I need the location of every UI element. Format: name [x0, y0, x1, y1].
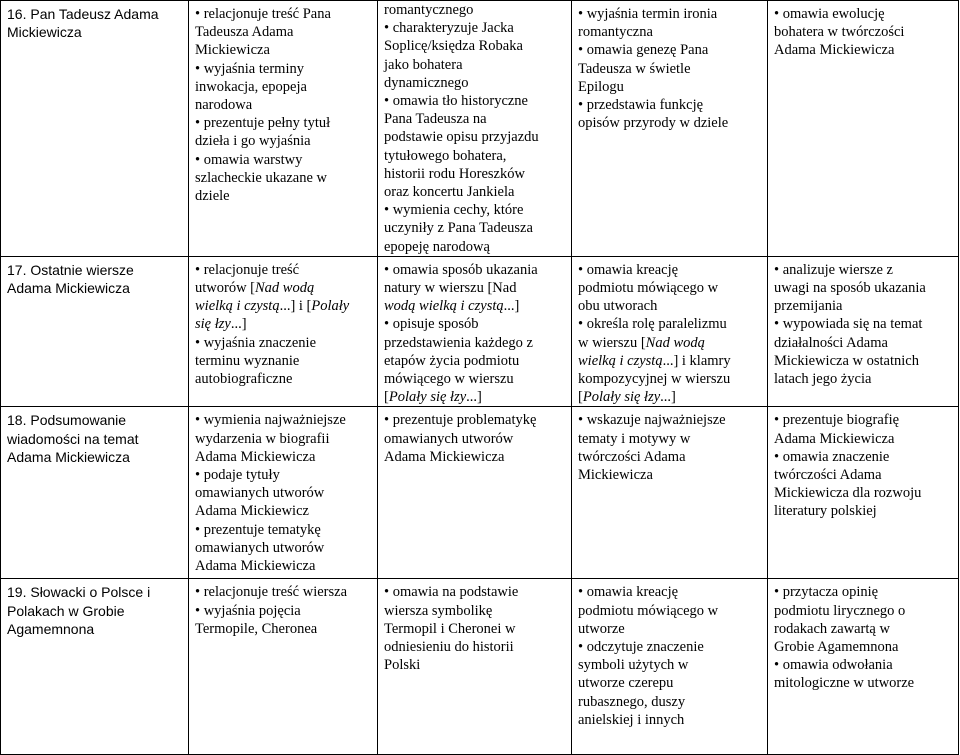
cell-line	[384, 602, 568, 620]
cell-line	[774, 5, 955, 23]
cell-line	[195, 5, 374, 23]
cell-text: przemijania	[774, 298, 843, 315]
topic-cell	[1, 579, 189, 755]
cell-line	[195, 430, 374, 448]
cell-line	[195, 114, 374, 132]
requirement-cell-c3	[378, 1, 572, 257]
requirement-cell-c4	[572, 256, 768, 407]
bullet-item-text: • relacjonuje treść wiersza	[195, 584, 347, 600]
cell-line	[578, 334, 764, 352]
cell-line	[578, 388, 764, 406]
cell-line	[195, 315, 374, 333]
cell-line	[384, 315, 568, 333]
cell-text: etapów życia podmiotu	[384, 352, 520, 369]
cell-text: utworze czerepu	[578, 675, 674, 692]
topic-line: Agamemnona	[7, 620, 95, 637]
cell-line	[578, 693, 764, 711]
table-row	[1, 256, 959, 407]
cell-text: dzieła i go wyjaśnia	[195, 133, 311, 150]
bullet-item-text: • wyjaśnia pojęcia	[195, 603, 301, 619]
topic-line: Mickiewicza	[7, 24, 82, 41]
cell-line	[774, 674, 955, 692]
cell-line	[578, 411, 764, 429]
cell-text: Polały	[311, 298, 350, 315]
topic-line: 16. Pan Tadeusz Adama	[7, 6, 159, 22]
cell-line	[195, 620, 374, 638]
cell-line	[195, 187, 374, 205]
bullet-item-text: • wymienia najważniejsze	[195, 412, 346, 428]
requirement-cell-c5	[768, 256, 959, 407]
bullet-item-text: • opisuje sposób	[384, 316, 479, 332]
requirement-cell-c3	[378, 407, 572, 579]
cell-line	[578, 41, 764, 59]
bullet-item-text: • omawia genezę Pana	[578, 42, 708, 58]
requirement-cell-c5	[768, 579, 959, 755]
cell-text: Termopil i Cheronei w	[384, 620, 516, 637]
cell-line	[774, 41, 955, 59]
cell-text: dziele	[195, 188, 230, 205]
cell-text: omawianych utworów	[384, 430, 514, 447]
cell-line	[578, 23, 764, 41]
cell-text: jako bohatera	[384, 56, 463, 73]
cell-line	[384, 165, 568, 183]
cell-text: wiersza symbolikę	[384, 602, 493, 619]
cell-line	[774, 656, 955, 674]
cell-text: Mickiewicza	[195, 42, 270, 59]
requirement-cell-c4	[572, 407, 768, 579]
cell-line	[195, 521, 374, 539]
cell-line	[384, 1, 568, 19]
cell-text: mitologiczne w utworze	[774, 675, 915, 692]
cell-line	[384, 261, 568, 279]
cell-line	[195, 583, 374, 601]
cell-line	[384, 183, 568, 201]
cell-text: Soplicę/księdza Robaka	[384, 38, 523, 55]
cell-line	[384, 238, 568, 256]
cell-text: Pana Tadeusza na	[384, 111, 487, 128]
cell-text: omawianych utworów	[195, 539, 325, 556]
cell-line	[578, 430, 764, 448]
bullet-item-text: • określa rolę paralelizmu	[578, 316, 727, 332]
requirement-cell-c3	[378, 579, 572, 755]
cell-text: twórczości Adama	[578, 448, 686, 465]
cell-line	[578, 315, 764, 333]
cell-line	[774, 484, 955, 502]
cell-text: Polski	[384, 657, 421, 674]
cell-line	[774, 370, 955, 388]
cell-text: utworze	[578, 620, 625, 637]
cell-line	[578, 656, 764, 674]
cell-line	[195, 539, 374, 557]
cell-text: symboli użytych w	[578, 657, 689, 674]
cell-text: romantycznego	[384, 2, 474, 18]
cell-text: Nad wodą	[255, 280, 315, 297]
cell-line	[578, 674, 764, 692]
cell-line	[774, 583, 955, 601]
cell-line	[384, 370, 568, 388]
cell-line	[195, 261, 374, 279]
bullet-item-text: • omawia odwołania	[774, 657, 893, 673]
cell-line	[384, 19, 568, 37]
cell-line	[774, 279, 955, 297]
cell-text: Adama Mickiewicza	[195, 448, 316, 465]
cell-line	[384, 92, 568, 110]
bullet-item-text: • omawia znaczenie	[774, 449, 889, 465]
cell-line	[195, 466, 374, 484]
cell-line	[774, 638, 955, 656]
cell-text: oraz koncertu Jankiela	[384, 184, 515, 201]
cell-line	[578, 466, 764, 484]
cell-text: literatury polskiej	[774, 503, 877, 520]
cell-text: rodakach zawartą w	[774, 620, 890, 637]
cell-line	[578, 602, 764, 620]
topic-line: wiadomości na temat	[7, 430, 139, 447]
cell-text: autobiograficzne	[195, 371, 293, 388]
cell-line	[384, 352, 568, 370]
cell-line	[578, 60, 764, 78]
cell-line	[384, 656, 568, 674]
cell-text: narodowa	[195, 97, 253, 114]
cell-text: epopeję narodową	[384, 238, 490, 255]
cell-text: Mickiewicza dla rozwoju	[774, 485, 922, 502]
cell-line	[195, 151, 374, 169]
cell-line	[384, 56, 568, 74]
requirement-cell-c5	[768, 1, 959, 257]
cell-text: szlacheckie ukazane w	[195, 169, 328, 186]
cell-text: uwagi na sposób ukazania	[774, 280, 926, 297]
cell-line	[195, 448, 374, 466]
topic-cell	[1, 407, 189, 579]
cell-text: ...]	[503, 298, 520, 315]
cell-line	[195, 78, 374, 96]
bullet-item-text: • analizuje wiersze z	[774, 262, 893, 278]
cell-line	[774, 315, 955, 333]
bullet-item-text: • omawia ewolucję	[774, 6, 885, 22]
cell-line	[384, 334, 568, 352]
cell-line	[774, 448, 955, 466]
cell-text: ...] i klamry	[662, 352, 731, 369]
cell-text: się łzy	[195, 316, 231, 333]
cell-line	[774, 334, 955, 352]
cell-line	[578, 711, 764, 729]
cell-text: wydarzenia w biografii	[195, 430, 330, 447]
bullet-item-text: • wymienia cechy, które	[384, 202, 523, 218]
cell-text: przedstawienia każdego z	[384, 334, 533, 351]
cell-line	[195, 41, 374, 59]
cell-text: [	[578, 389, 583, 406]
cell-line	[774, 620, 955, 638]
topic-line: Polakach w Grobie	[7, 602, 125, 619]
bullet-item-text: • omawia kreację	[578, 584, 678, 600]
cell-line	[774, 430, 955, 448]
cell-text: uczyniły z Pana Tadeusza	[384, 220, 533, 237]
cell-line	[195, 297, 374, 315]
requirement-cell-c3	[378, 256, 572, 407]
table-row	[1, 1, 959, 257]
bullet-item-text: • omawia kreację	[578, 262, 678, 278]
cell-line	[384, 219, 568, 237]
bullet-item-text: • wyjaśnia terminy	[195, 61, 304, 77]
cell-line	[384, 411, 568, 429]
cell-line	[578, 114, 764, 132]
cell-line	[578, 638, 764, 656]
cell-text: wodą wielką i czystą	[384, 298, 504, 315]
requirement-cell-c4	[572, 1, 768, 257]
cell-line	[384, 74, 568, 92]
cell-line	[195, 484, 374, 502]
bullet-item-text: • prezentuje pełny tytuł	[195, 115, 330, 131]
cell-line	[195, 334, 374, 352]
cell-text: omawianych utworów	[195, 485, 325, 502]
bullet-item-text: • odczytuje znaczenie	[578, 639, 704, 655]
cell-line	[774, 297, 955, 315]
cell-line	[384, 620, 568, 638]
topic-line: 17. Ostatnie wiersze	[7, 261, 134, 278]
cell-text: terminu wyznanie	[195, 352, 300, 369]
cell-line	[195, 557, 374, 575]
cell-text: ...]	[230, 316, 247, 333]
cell-text: wielką i czystą	[195, 298, 280, 315]
cell-text: rubasznego, duszy	[578, 693, 686, 710]
cell-text: podstawie opisu przyjazdu	[384, 129, 539, 146]
cell-line	[384, 201, 568, 219]
cell-text: inwokacja, epopeja	[195, 78, 307, 95]
cell-text: Mickiewicza	[578, 467, 653, 484]
cell-text: działalności Adama	[774, 334, 888, 351]
requirement-cell-c5	[768, 407, 959, 579]
cell-line	[774, 602, 955, 620]
cell-text: latach jego życia	[774, 371, 872, 388]
cell-text: ...]	[466, 389, 482, 406]
cell-text: twórczości Adama	[774, 467, 882, 484]
cell-line	[195, 502, 374, 520]
cell-line	[578, 352, 764, 370]
cell-text: w wierszu [	[578, 334, 646, 351]
topic-cell	[1, 1, 189, 257]
cell-line	[774, 411, 955, 429]
cell-line	[384, 448, 568, 466]
topic-line: 18. Podsumowanie	[7, 412, 127, 429]
cell-text: romantyczna	[578, 24, 653, 41]
bullet-item-text: • relacjonuje treść	[195, 262, 299, 278]
bullet-item-text: • omawia tło historyczne	[384, 93, 528, 109]
cell-line	[384, 147, 568, 165]
table-row	[1, 579, 959, 755]
cell-line	[384, 37, 568, 55]
cell-line	[195, 132, 374, 150]
bullet-item-text: • przedstawia funkcję	[578, 97, 703, 113]
cell-line	[774, 502, 955, 520]
cell-line	[384, 128, 568, 146]
cell-line	[384, 638, 568, 656]
cell-line	[195, 279, 374, 297]
cell-line	[384, 297, 568, 315]
cell-line	[578, 279, 764, 297]
cell-text: mówiącego w wierszu	[384, 371, 514, 388]
cell-line	[774, 352, 955, 370]
bullet-item-text: • relacjonuje treść Pana	[195, 6, 331, 22]
topic-cell	[1, 256, 189, 407]
cell-line	[578, 78, 764, 96]
cell-line	[195, 96, 374, 114]
bullet-item-text: • omawia warstwy	[195, 152, 302, 168]
table-body	[1, 1, 959, 755]
topic-line: Adama Mickiewicza	[7, 448, 130, 465]
cell-line	[578, 620, 764, 638]
cell-text: Adama Mickiewicza	[774, 42, 895, 59]
cell-text: historii rodu Horeszków	[384, 165, 525, 182]
bullet-item-text: • omawia na podstawie	[384, 584, 518, 600]
cell-line	[578, 370, 764, 388]
cell-line	[578, 448, 764, 466]
cell-line	[774, 466, 955, 484]
cell-line	[384, 583, 568, 601]
cell-text: [	[384, 389, 389, 406]
requirement-cell-c2	[189, 579, 378, 755]
cell-line	[578, 583, 764, 601]
cell-text: Adama Mickiewicza	[774, 430, 895, 447]
cell-line	[578, 261, 764, 279]
cell-line	[578, 5, 764, 23]
cell-line	[384, 430, 568, 448]
bullet-item-text: • wypowiada się na temat	[774, 316, 922, 332]
cell-text: tematy i motywy w	[578, 430, 691, 447]
cell-text: Grobie Agamemnona	[774, 639, 899, 656]
cell-text: ...] i [	[279, 298, 312, 315]
bullet-item-text: • prezentuje biografię	[774, 412, 899, 428]
topic-line: Adama Mickiewicza	[7, 280, 130, 297]
cell-line	[774, 23, 955, 41]
topic-line: 19. Słowacki o Polsce i	[7, 584, 151, 601]
cell-text: kompozycyjnej w wierszu	[578, 371, 731, 388]
bullet-item-text: • charakteryzuje Jacka	[384, 20, 514, 36]
cell-line	[578, 96, 764, 114]
requirement-cell-c2	[189, 1, 378, 257]
cell-text: Epilogu	[578, 78, 624, 95]
cell-text: odniesieniu do historii	[384, 639, 514, 656]
cell-line	[195, 169, 374, 187]
cell-text: bohatera w twórczości	[774, 24, 905, 41]
cell-text: Nad wodą	[645, 334, 705, 351]
cell-text: Adama Mickiewicz	[195, 503, 309, 520]
cell-text: obu utworach	[578, 298, 658, 315]
cell-text: podmiotu lirycznego o	[774, 602, 906, 619]
cell-text: Mickiewicza w ostatnich	[774, 352, 919, 369]
cell-text: Tadeusza w świetle	[578, 60, 691, 77]
cell-line	[384, 279, 568, 297]
cell-text: Polały się łzy	[388, 389, 467, 406]
bullet-item-text: • wyjaśnia znaczenie	[195, 335, 316, 351]
requirement-cell-c4	[572, 579, 768, 755]
cell-text: Polały się łzy	[582, 389, 661, 406]
cell-text: podmiotu mówiącego w	[578, 280, 719, 297]
cell-text: Adama Mickiewicza	[195, 558, 316, 575]
bullet-item-text: • wyjaśnia termin ironia	[578, 6, 717, 22]
cell-text: anielskiej i innych	[578, 711, 685, 728]
cell-line	[195, 23, 374, 41]
cell-text: ...]	[660, 389, 676, 406]
cell-line	[195, 602, 374, 620]
bullet-item-text: • prezentuje tematykę	[195, 522, 321, 538]
cell-text: opisów przyrody w dziele	[578, 115, 729, 132]
bullet-item-text: • przytacza opinię	[774, 584, 878, 600]
cell-text: dynamicznego	[384, 74, 469, 91]
bullet-item-text: • omawia sposób ukazania	[384, 262, 538, 278]
cell-line	[195, 60, 374, 78]
cell-line	[578, 297, 764, 315]
cell-line	[384, 388, 568, 406]
cell-text: wielką i czystą	[578, 352, 663, 369]
requirement-cell-c2	[189, 407, 378, 579]
cell-text: utworów [	[195, 280, 256, 297]
requirement-cell-c2	[189, 256, 378, 407]
cell-text: tytułowego bohatera,	[384, 147, 507, 164]
cell-text: natury w wierszu [Nad	[384, 280, 517, 297]
bullet-item-text: • podaje tytuły	[195, 467, 280, 483]
cell-text: Termopile, Cheronea	[195, 620, 318, 637]
cell-line	[195, 370, 374, 388]
table-row	[1, 407, 959, 579]
cell-text: Adama Mickiewicza	[384, 448, 505, 465]
cell-text: Tadeusza Adama	[195, 24, 294, 41]
cell-line	[774, 261, 955, 279]
cell-line	[195, 352, 374, 370]
bullet-item-text: • wskazuje najważniejsze	[578, 412, 726, 428]
cell-text: podmiotu mówiącego w	[578, 602, 719, 619]
cell-line	[195, 411, 374, 429]
cell-line	[384, 110, 568, 128]
bullet-item-text: • prezentuje problematykę	[384, 412, 536, 428]
